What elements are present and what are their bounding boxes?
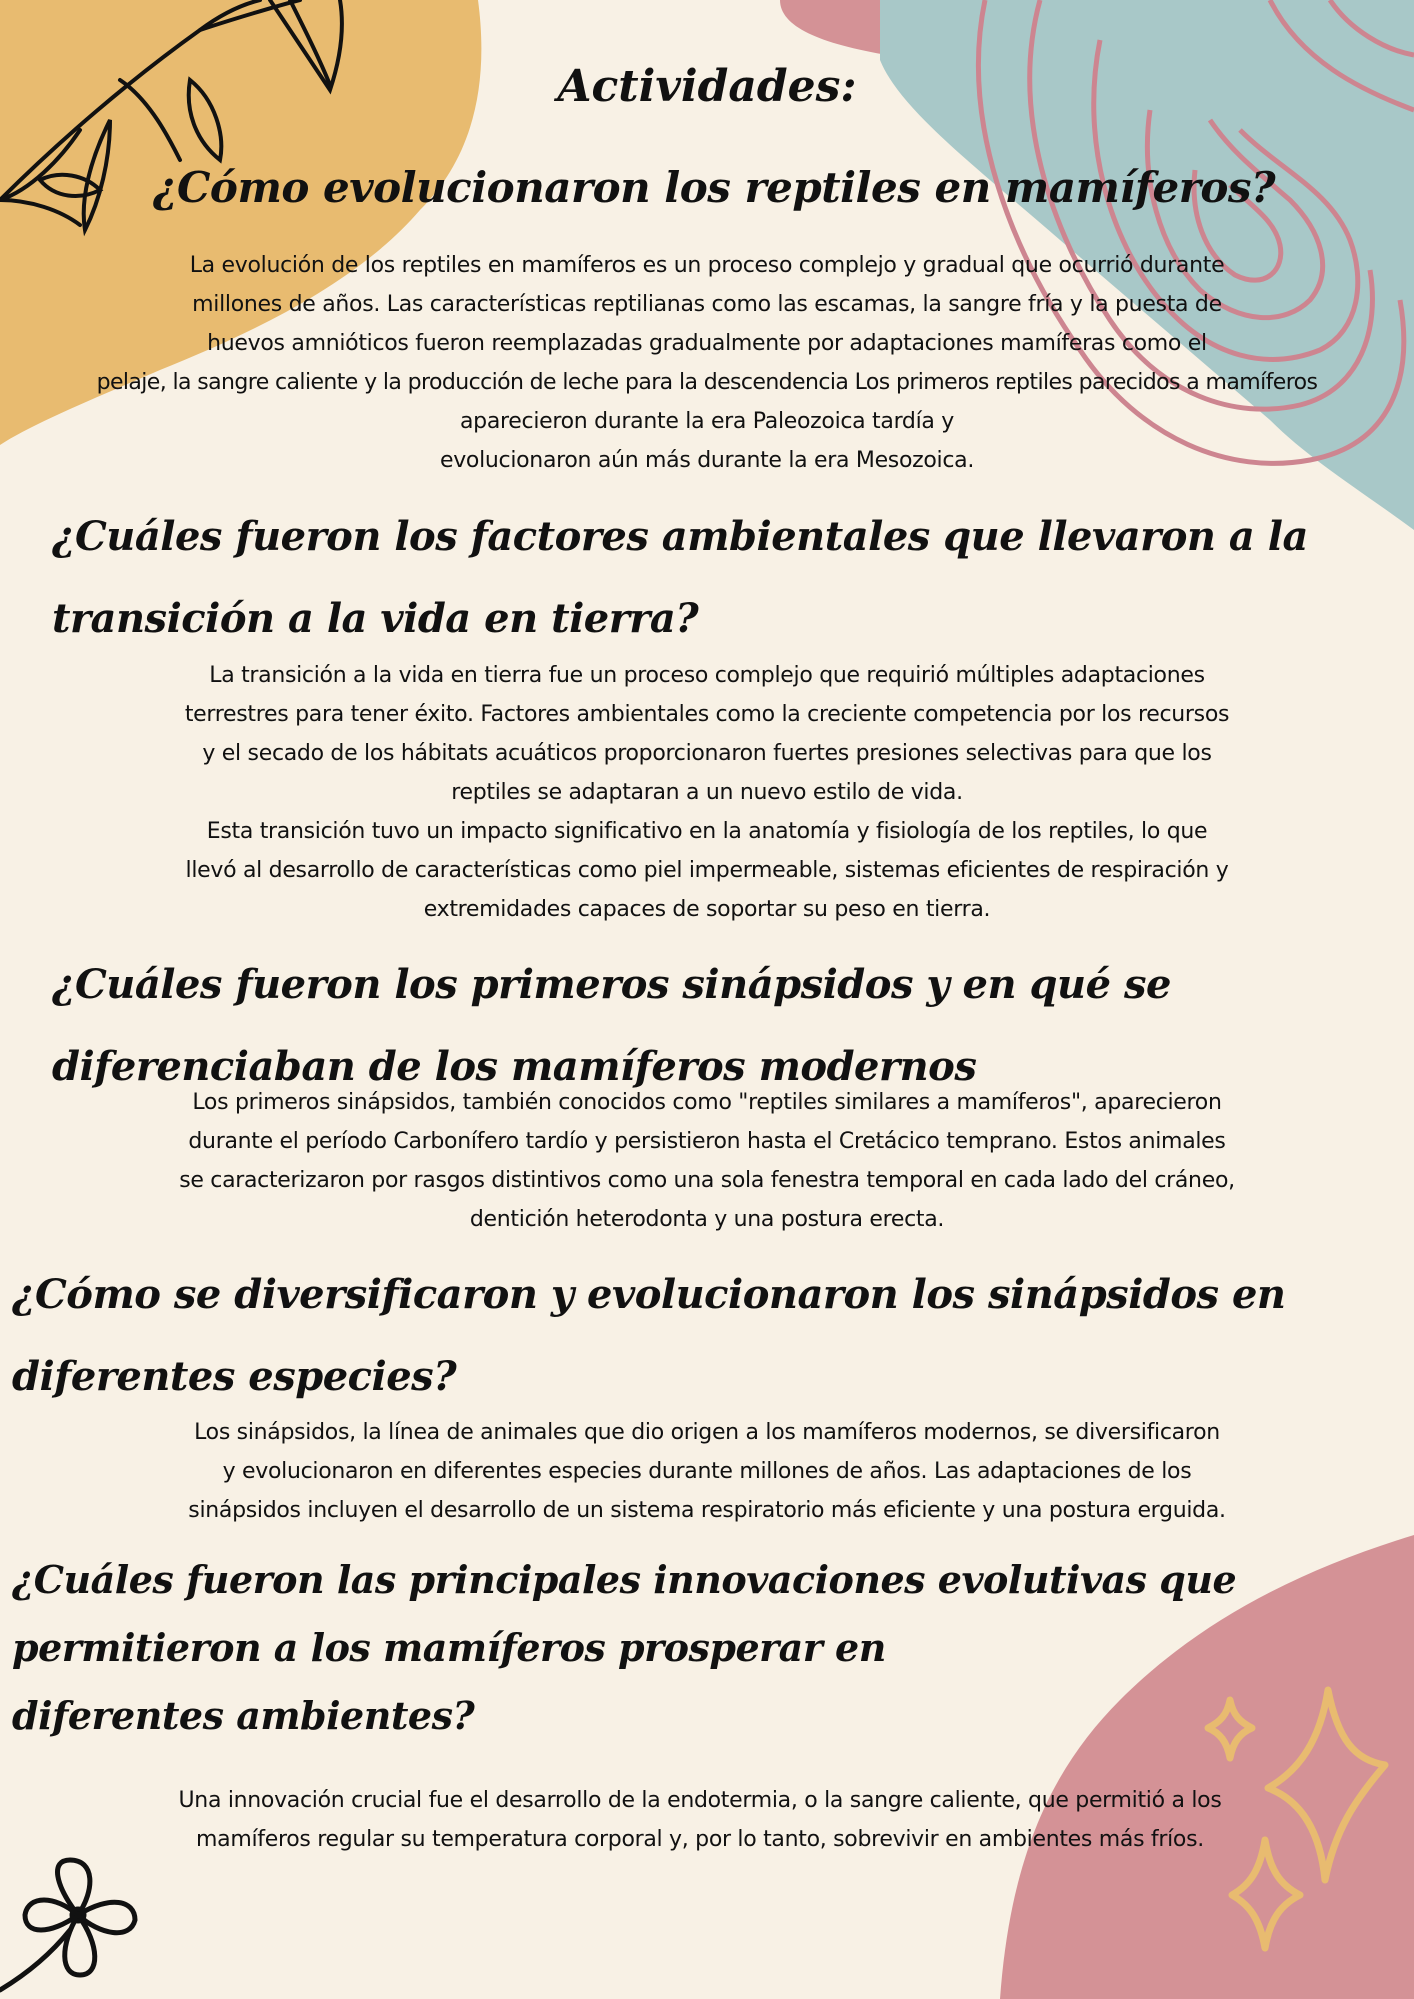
heading-line: diferentes especies? bbox=[12, 1353, 457, 1400]
paragraph-line: Los primeros sinápsidos, también conocidos como "reptiles similares a mamíferos", aparecieron bbox=[192, 1090, 1222, 1115]
section-paragraph bbox=[0, 246, 1414, 480]
heading-line: ¿Cómo se diversificaron y evolucionaron los sinápsidos en bbox=[12, 1271, 1286, 1318]
section-paragraph bbox=[0, 656, 1414, 929]
paragraph-line: terrestres para tener éxito. Factores ambientales como la creciente competencia por los recursos bbox=[184, 702, 1230, 727]
paragraph-line: dentición heterodonta y una postura erecta. bbox=[469, 1207, 945, 1232]
paragraph-line: Los sinápsidos, la línea de animales que dio origen a los mamíferos modernos, se diversificaron bbox=[194, 1420, 1220, 1445]
paragraph-line: Una innovación crucial fue el desarrollo de la endotermia, o la sangre caliente, que permitió a los bbox=[178, 1788, 1222, 1813]
heading-line: diferenciaban de los mamíferos modernos bbox=[52, 1043, 977, 1090]
paragraph-line: llevó al desarrollo de características como piel impermeable, sistemas eficientes de respiración y bbox=[185, 858, 1229, 883]
section-heading: ¿Cómo evolucionaron los reptiles en mamíferos? bbox=[152, 163, 1276, 212]
paragraph-line: La transición a la vida en tierra fue un proceso complejo que requirió múltiples adaptaciones bbox=[209, 663, 1205, 688]
paragraph-line: y el secado de los hábitats acuáticos proporcionaron fuertes presiones selectivas para que los bbox=[202, 741, 1212, 766]
heading-line: permitieron a los mamíferos prosperar en bbox=[12, 1625, 886, 1670]
paragraph-line: evolucionaron aún más durante la era Mesozoica. bbox=[439, 448, 975, 473]
heading-line: ¿Cuáles fueron los factores ambientales que llevaron a la bbox=[52, 513, 1308, 560]
paragraph-line: extremidades capaces de soportar su peso en tierra. bbox=[423, 897, 991, 922]
paragraph-line: Esta transición tuvo un impacto significativo en la anatomía y fisiología de los reptiles, lo que bbox=[206, 819, 1208, 844]
section-paragraph bbox=[0, 1413, 1414, 1530]
heading-line: diferentes ambientes? bbox=[12, 1693, 475, 1738]
heading-line: transición a la vida en tierra? bbox=[52, 595, 699, 642]
paragraph-line: se caracterizaron por rasgos distintivos como una sola fenestra temporal en cada lado del cráneo, bbox=[179, 1168, 1235, 1193]
heading-line: ¿Cuáles fueron las principales innovaciones evolutivas que bbox=[12, 1557, 1237, 1602]
paragraph-line: La evolución de los reptiles en mamíferos es un proceso complejo y gradual que ocurrió durante bbox=[189, 253, 1225, 278]
section-heading bbox=[12, 1254, 1402, 1418]
paragraph-line: y evolucionaron en diferentes especies durante millones de años. Las adaptaciones de los bbox=[222, 1459, 1192, 1484]
paragraph-line: huevos amnióticos fueron reemplazadas gradualmente por adaptaciones mamíferas como el bbox=[207, 331, 1207, 356]
flower-icon bbox=[0, 1860, 135, 1990]
section-paragraph bbox=[0, 1083, 1414, 1239]
section-heading bbox=[52, 496, 1402, 660]
paragraph-line: mamíferos regular su temperatura corporal y, por lo tanto, sobrevivir en ambientes más fríos. bbox=[196, 1827, 1204, 1852]
paragraph-line: aparecieron durante la era Paleozoica tardía y bbox=[460, 409, 954, 434]
paragraph-line: pelaje, la sangre caliente y la producción de leche para la descendencia Los primeros reptiles parecidos a mamíferos bbox=[96, 370, 1318, 395]
section-paragraph bbox=[0, 1781, 1400, 1859]
paragraph-line: durante el período Carbonífero tardío y persistieron hasta el Cretácico temprano. Estos animales bbox=[188, 1129, 1226, 1154]
paragraph-line: millones de años. Las características reptilianas como las escamas, la sangre fría y la puesta de bbox=[192, 292, 1222, 317]
paragraph-line: sinápsidos incluyen el desarrollo de un sistema respiratorio más eficiente y una postura erguida. bbox=[188, 1498, 1226, 1523]
paragraph-line: reptiles se adaptaran a un nuevo estilo de vida. bbox=[451, 780, 963, 805]
heading-line: ¿Cuáles fueron los primeros sinápsidos y en qué se bbox=[52, 961, 1171, 1008]
page-title: Actividades: bbox=[557, 61, 857, 112]
section-heading bbox=[12, 1546, 1312, 1750]
